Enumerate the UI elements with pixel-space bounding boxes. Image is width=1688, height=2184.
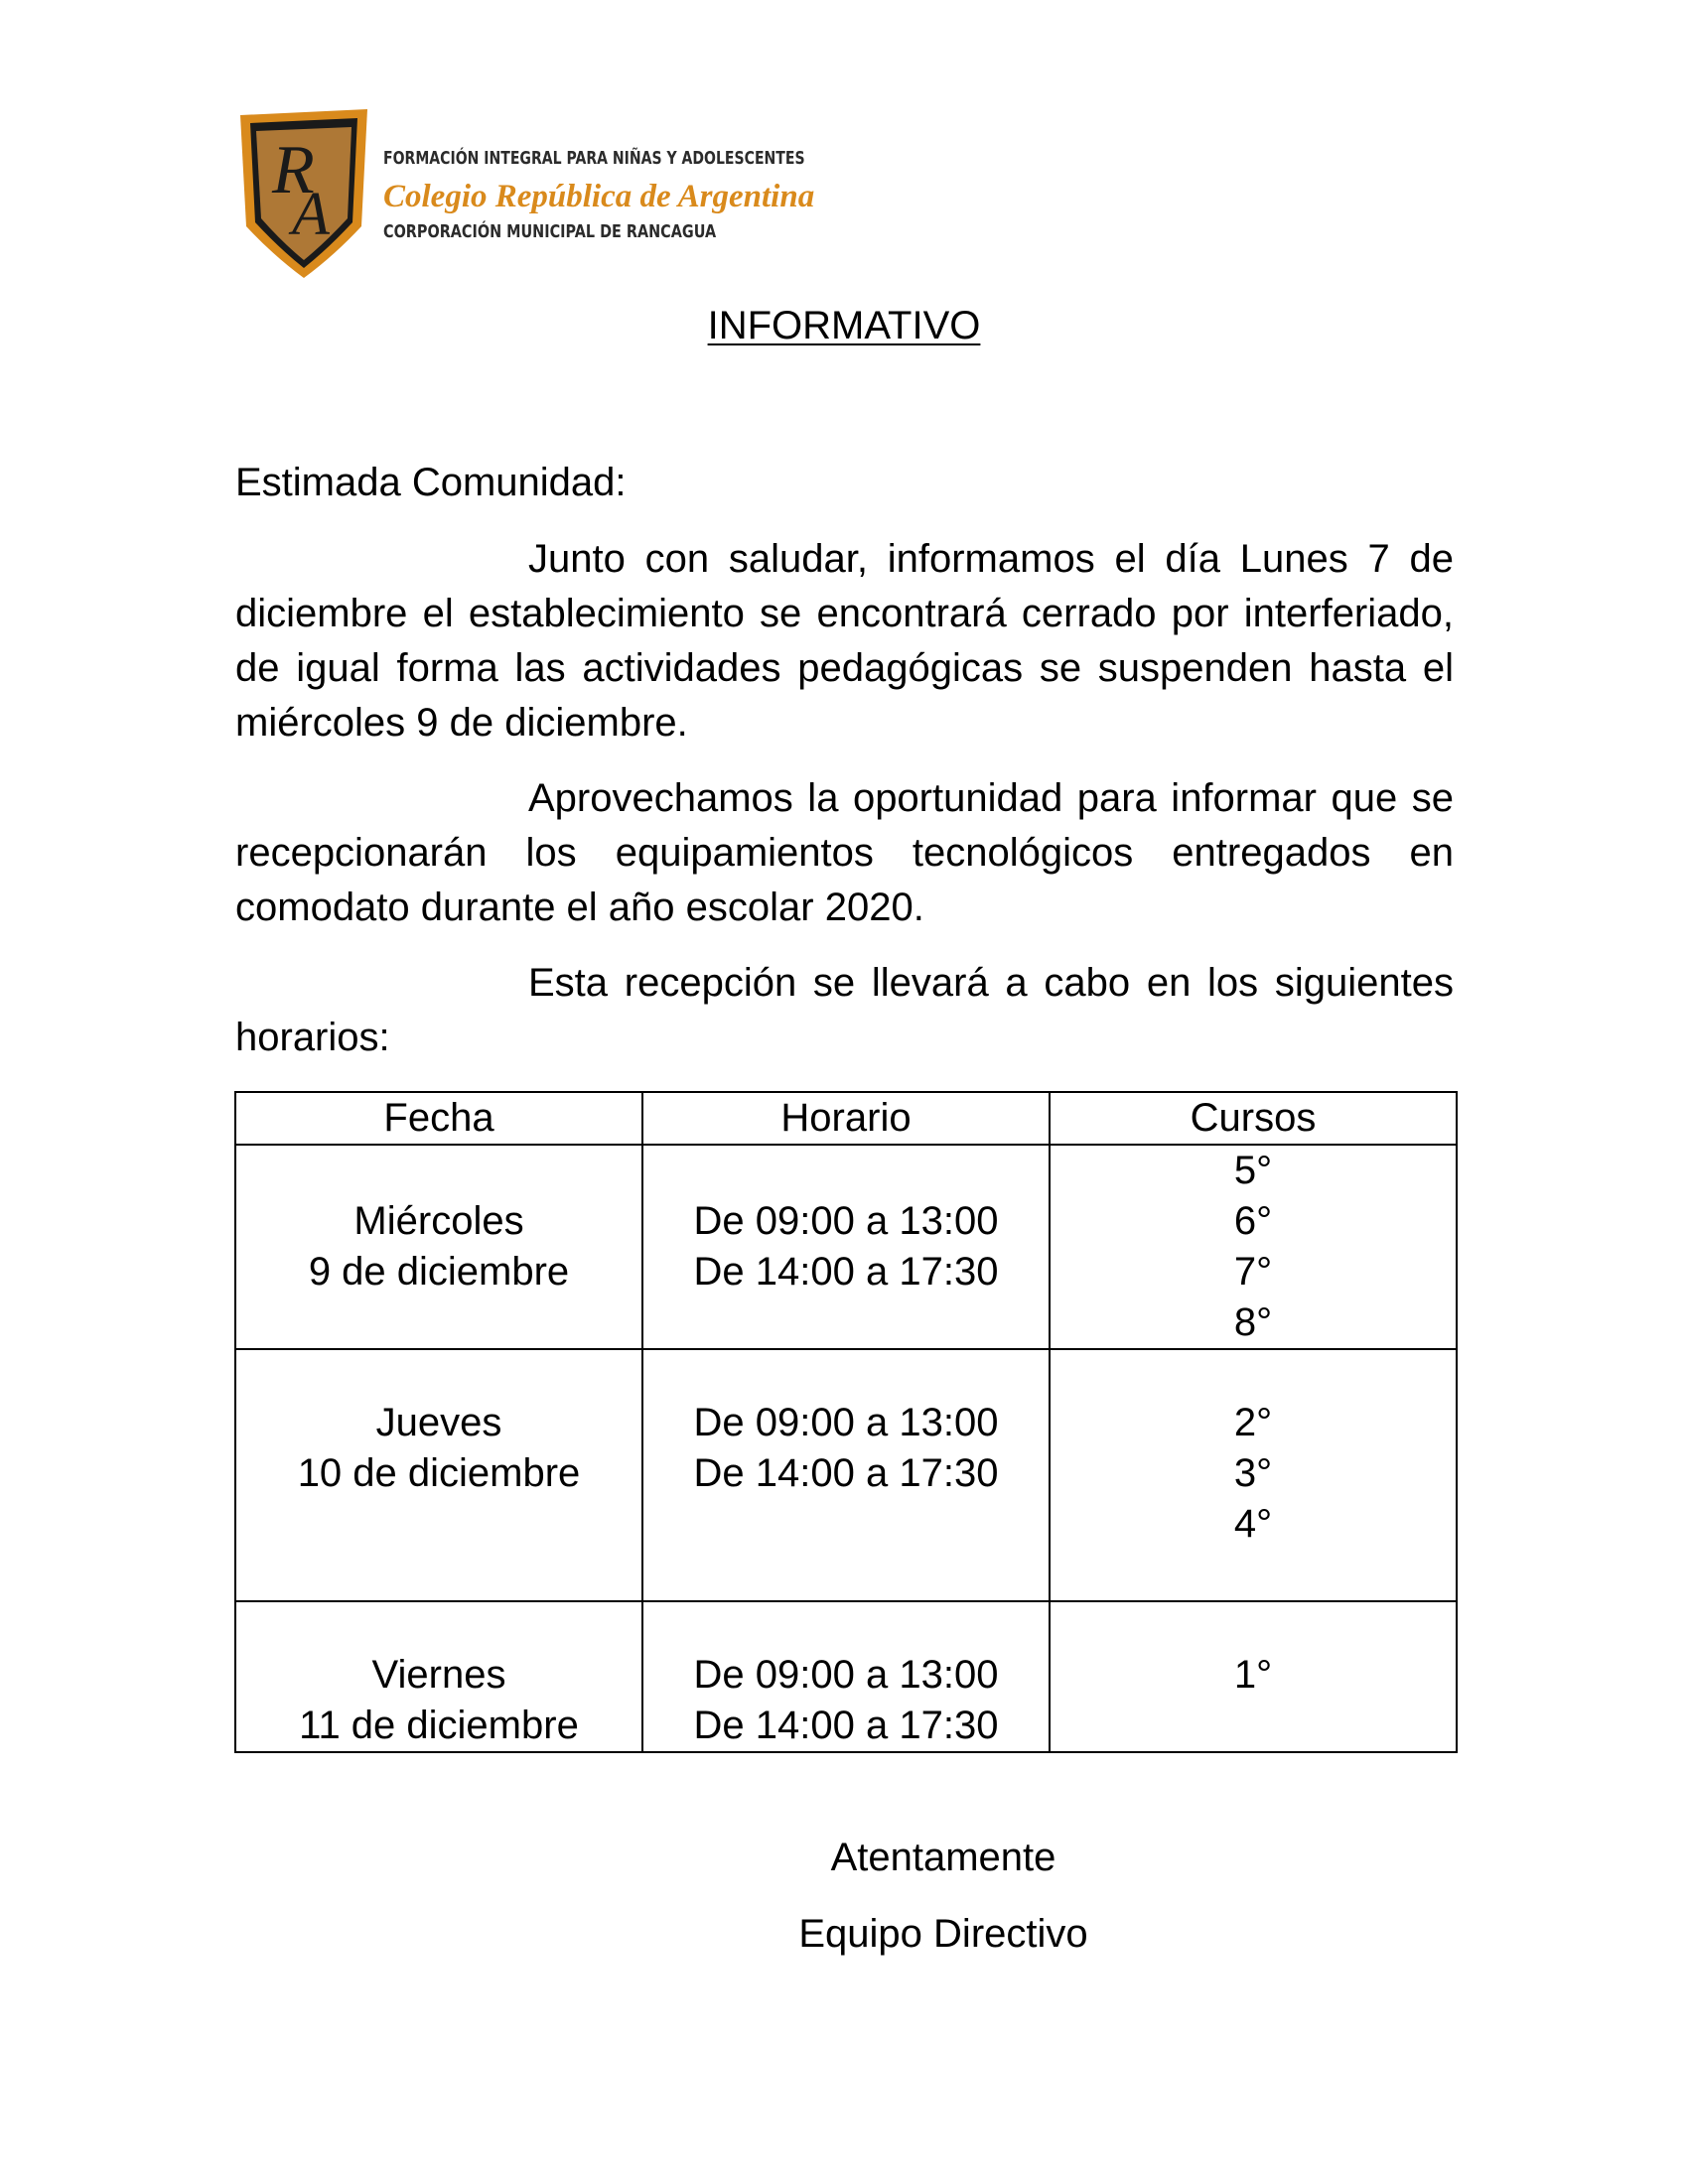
letterhead [234,107,830,286]
time-cell [642,1145,1050,1349]
paragraph-closure-notice: Junto con saludar, informamos el día Lunes 7 de diciembre el establecimiento se encontrará cerrado por interferiado, de igual forma las actividades pedagógicas se suspenden hasta el miércoles 9 de diciembre. [235,537,1454,745]
table-header-row [235,1092,1457,1145]
date-text: 11 de diciembre [299,1704,579,1747]
day-name: Miércoles [353,1199,524,1243]
day-name: Viernes [371,1653,506,1697]
date-cell [235,1349,642,1601]
date-cell [235,1601,642,1752]
document-title-text: INFORMATIVO [707,304,981,347]
table-row [235,1349,1457,1601]
school-name: Colegio República de Argentina [383,179,815,214]
date-text: 9 de diciembre [308,1250,570,1294]
time-slot: De 09:00 a 13:00 [693,1653,999,1697]
closing-salutation: Atentamente [830,1836,1056,1879]
time-cell [642,1601,1050,1752]
time-slot: De 14:00 a 17:30 [693,1250,999,1294]
school-tagline: FORMACIÓN INTEGRAL PARA NIÑAS Y ADOLESCENTES [383,148,805,169]
schedule-table [234,1091,1458,1753]
table-row [235,1145,1457,1349]
courses-cell [1050,1145,1457,1349]
courses-cell [1050,1349,1457,1601]
course-level: 1° [1233,1653,1273,1697]
courses-cell [1050,1601,1457,1752]
greeting: Estimada Comunidad: [235,461,627,504]
time-slot: De 09:00 a 13:00 [693,1199,999,1243]
paragraph-schedule-intro: Esta recepción se llevará a cabo en los siguientes horarios: [235,961,1454,1059]
closing-signature: Equipo Directivo [798,1912,1088,1956]
course-level: 4° [1233,1502,1273,1546]
column-header-date: Fecha [235,1092,642,1145]
course-level: 7° [1233,1250,1273,1294]
crest-monogram-r: R [272,132,315,208]
course-level: 6° [1233,1199,1273,1243]
column-header-courses: Cursos [1050,1092,1457,1145]
time-slot: De 14:00 a 17:30 [693,1704,999,1747]
paragraph-equipment-return: Aprovechamos la oportunidad para informar que se recepcionarán los equipamientos tecnológicos entregados en comodato durante el año escolar 2020. [235,776,1454,929]
school-crest-logo [234,107,373,282]
column-header-time: Horario [642,1092,1050,1145]
course-level: 2° [1233,1401,1273,1444]
time-slot: De 09:00 a 13:00 [693,1401,999,1444]
day-name: Jueves [375,1401,502,1444]
course-level: 5° [1233,1149,1273,1192]
corporation-name: CORPORACIÓN MUNICIPAL DE RANCAGUA [383,221,717,242]
course-level: 8° [1233,1300,1273,1344]
table-row [235,1601,1457,1752]
date-text: 10 de diciembre [297,1451,581,1495]
date-cell [235,1145,642,1349]
time-slot: De 14:00 a 17:30 [693,1451,999,1495]
time-cell [642,1349,1050,1601]
course-level: 3° [1233,1451,1273,1495]
document-title [0,302,1688,349]
letterhead-text [383,147,840,244]
crest-monogram-a: A [292,181,330,248]
